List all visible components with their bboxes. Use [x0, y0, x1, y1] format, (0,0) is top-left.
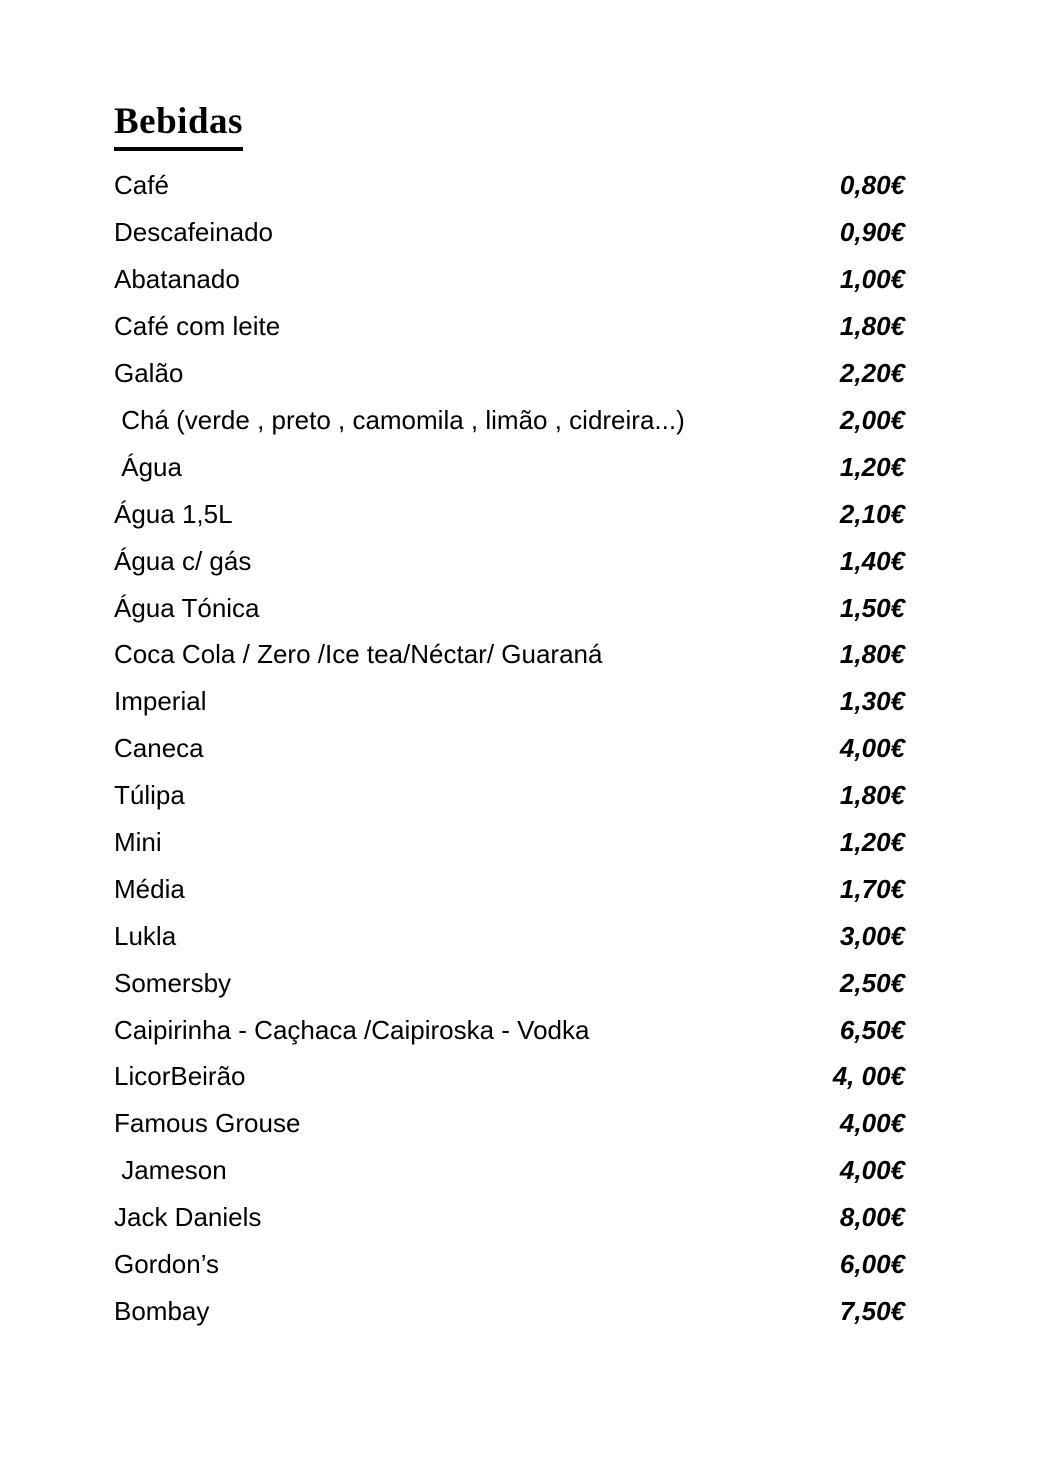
item-price: 2,50€	[839, 967, 905, 998]
item-name: Galão	[114, 358, 184, 389]
item-name: Café	[114, 170, 169, 201]
item-price: 1,40€	[839, 545, 905, 576]
item-name: Caneca	[114, 733, 204, 764]
page-title-wrap	[114, 101, 905, 151]
item-price: 4, 00€	[832, 1061, 905, 1092]
item-name: LicorBeirão	[114, 1061, 246, 1092]
menu-item-row	[114, 538, 905, 585]
item-price: 1,20€	[839, 451, 905, 482]
item-price: 6,50€	[839, 1014, 905, 1045]
menu-item-row	[114, 1241, 905, 1288]
item-name: Caipirinha - Caçhaca /Caipiroska - Vodka	[114, 1014, 590, 1045]
item-price: 4,00€	[839, 1108, 905, 1139]
item-name: Água c/ gás	[114, 545, 252, 576]
item-name: Chá (verde , preto , camomila , limão , cidreira...)	[114, 404, 685, 435]
menu-item-row	[114, 397, 905, 444]
menu-item-row	[114, 1194, 905, 1241]
item-price: 4,00€	[839, 1155, 905, 1186]
item-price: 2,20€	[839, 358, 905, 389]
item-name: Água	[114, 451, 182, 482]
menu-item-row	[114, 303, 905, 350]
menu-item-row	[114, 350, 905, 397]
menu-item-row	[114, 1100, 905, 1147]
item-price: 1,20€	[839, 826, 905, 857]
item-name: Água 1,5L	[114, 498, 233, 529]
item-name: Café com leite	[114, 311, 281, 342]
menu-item-row	[114, 678, 905, 725]
item-price: 1,00€	[839, 264, 905, 295]
item-name: Água Tónica	[114, 592, 260, 623]
menu-item-row	[114, 866, 905, 913]
item-price: 2,10€	[839, 498, 905, 529]
item-name: Somersby	[114, 967, 232, 998]
item-price: 1,80€	[839, 311, 905, 342]
page-title: Bebidas	[114, 101, 243, 151]
item-price: 1,80€	[839, 780, 905, 811]
item-name: Famous Grouse	[114, 1108, 301, 1139]
item-price: 3,00€	[839, 920, 905, 951]
item-name: Gordon’s	[114, 1248, 220, 1279]
menu-item-row	[114, 585, 905, 632]
item-name: Média	[114, 873, 185, 904]
menu-item-row	[114, 1007, 905, 1054]
item-name: Lukla	[114, 920, 177, 951]
item-name: Jack Daniels	[114, 1202, 262, 1233]
item-name: Túlipa	[114, 780, 185, 811]
item-price: 4,00€	[839, 733, 905, 764]
item-name: Jameson	[114, 1155, 227, 1186]
item-price: 8,00€	[839, 1202, 905, 1233]
item-price: 1,70€	[839, 873, 905, 904]
item-price: 0,90€	[839, 217, 905, 248]
item-name: Imperial	[114, 686, 207, 717]
menu-item-row	[114, 960, 905, 1007]
item-price: 1,30€	[839, 686, 905, 717]
item-price: 0,80€	[839, 170, 905, 201]
item-price: 1,80€	[839, 639, 905, 670]
menu-item-row	[114, 491, 905, 538]
menu-item-row	[114, 1053, 905, 1100]
menu-item-row	[114, 725, 905, 772]
item-price: 2,00€	[839, 404, 905, 435]
menu-item-row	[114, 819, 905, 866]
menu-item-row	[114, 1288, 905, 1335]
menu-item-row	[114, 444, 905, 491]
item-price: 7,50€	[839, 1295, 905, 1326]
menu-item-row	[114, 209, 905, 256]
item-name: Coca Cola / Zero /Ice tea/Néctar/ Guaraná	[114, 639, 603, 670]
item-name: Bombay	[114, 1295, 210, 1326]
item-name: Mini	[114, 826, 162, 857]
menu-item-row	[114, 256, 905, 303]
item-price: 1,50€	[839, 592, 905, 623]
item-name: Descafeinado	[114, 217, 273, 248]
menu-item-row	[114, 163, 905, 210]
item-name: Abatanado	[114, 264, 240, 295]
menu-item-row	[114, 1147, 905, 1194]
menu-item-row	[114, 631, 905, 678]
menu-list	[114, 163, 905, 1335]
menu-item-row	[114, 913, 905, 960]
menu-item-row	[114, 772, 905, 819]
item-price: 6,00€	[839, 1248, 905, 1279]
